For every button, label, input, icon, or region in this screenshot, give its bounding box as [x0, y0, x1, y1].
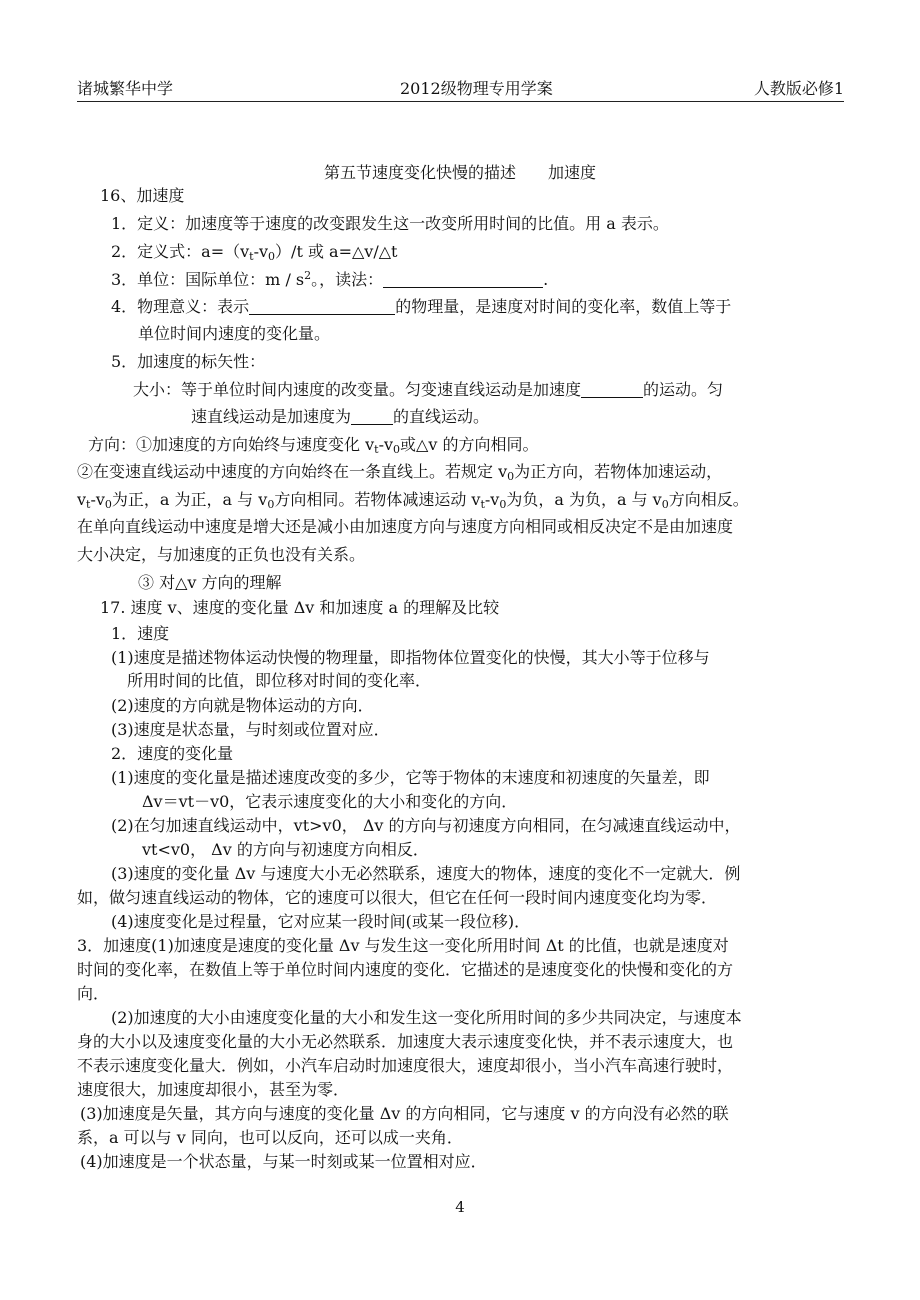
size-blank-1[interactable] — [581, 381, 643, 398]
header-school: 诸城繁华中学 — [77, 79, 174, 98]
s17-accel-1: 3．加速度(1)加速度是速度的变化量 Δv 与发生这一变化所用时间 Δt 的比值，也就是速度对 — [77, 936, 729, 955]
s17-delta-3: (3)速度的变化量 Δv 与速度大小无必然联系，速度大的物体，速度的变化不一定就大．例 — [111, 864, 741, 883]
s17-accel-2c: 不表示速度变化量大．例如，小汽车启动时加速度很大，速度却很小，当小汽车高速行驶时， — [77, 1056, 734, 1075]
s16-meaning: 4．物理意义：表示 的物理量，是速度对时间的变化率，数值上等于 — [111, 297, 732, 316]
s17-delta-2b: vt<v0， Δv 的方向与初速度方向相反． — [142, 840, 429, 859]
s16-unit: 3．单位：国际单位：m / $s^2$。，读法： . — [111, 269, 549, 289]
s17-delta-3b: 如，做匀速直线运动的物体，它的速度可以很大，但它在任何一段时间内速度变化均为零． — [77, 888, 718, 907]
s17-heading: 17. 速度 v、速度的变化量 Δv 和加速度 a 的理解及比较 — [100, 598, 500, 617]
s17-accel-2b: 身的大小以及速度变化量的大小无必然联系．加速度大表示速度变化快，并不表示速度大，也 — [77, 1032, 734, 1051]
s16-size: 大小：等于单位时间内速度的改变量。匀变速直线运动是加速度 的运动。匀 — [133, 380, 724, 399]
s17-velocity-3: (3)速度是状态量，与时刻或位置对应． — [111, 720, 390, 739]
s17-velocity-title: 1．速度 — [111, 624, 170, 643]
s16-direction-3: $v_t-v_0$为正，a 为正，a 与 $v_0$方向相同。若物体减速运动 $v_t-v_0$为负，a 为负，a 与 $v_0$方向相反。 — [77, 490, 749, 511]
s16-direction-2: ②在变速直线运动中速度的方向始终在一条直线上。若规定 $v_0$为正方向，若物体加速运动， — [77, 462, 723, 483]
meaning-blank[interactable] — [249, 298, 395, 315]
page-number: 4 — [455, 1198, 465, 1216]
section-title: 第五节速度变化快慢的描述 加速度 — [323, 163, 596, 182]
s17-accel-3b: 系，a 可以与 v 同向，也可以反向，还可以成一夹角． — [77, 1128, 463, 1147]
s16-direction-1: 方向：①加速度的方向始终与速度变化 $v_t-v_0$或△v 的方向相同。 — [88, 435, 539, 456]
s17-accel-2: (2)加速度的大小由速度变化量的大小和发生这一变化所用时间的多少共同决定，与速度本 — [111, 1008, 742, 1027]
s17-accel-1b: 时间的变化率，在数值上等于单位时间内速度的变化．它描述的是速度变化的快慢和变化的方 — [77, 960, 734, 979]
s16-direction-6: ③ 对△v 方向的理解 — [138, 573, 282, 592]
s17-velocity-2: (2)速度的方向就是物体运动的方向． — [111, 696, 374, 715]
s17-delta-2: (2)在匀加速直线运动中，vt>v0， Δv 的方向与初速度方向相同，在匀减速直线运动中， — [111, 816, 741, 835]
s17-accel-1c: 向． — [77, 984, 110, 1003]
size-blank-2[interactable] — [351, 408, 393, 425]
s17-delta-title: 2．速度的变化量 — [111, 744, 234, 763]
s16-vector: 5．加速度的标矢性： — [111, 352, 266, 371]
s17-accel-4: (4)加速度是一个状态量，与某一时刻或某一位置相对应． — [80, 1152, 487, 1171]
unit-reading-blank[interactable] — [383, 271, 543, 288]
s17-accel-2d: 速度很大，加速度却很小，甚至为零． — [77, 1080, 350, 1099]
header-edition: 人教版必修1 — [753, 79, 844, 98]
s17-velocity-1b: 所用时间的比值，即位移对时间的变化率． — [127, 671, 432, 690]
header-rule — [77, 101, 844, 102]
s16-direction-5: 大小决定，与加速度的正负也没有关系。 — [77, 545, 366, 564]
s17-accel-3: (3)加速度是矢量，其方向与速度的变化量 Δv 的方向相同，它与速度 v 的方向没有必然的联 — [80, 1104, 729, 1123]
s16-heading: 16、加速度 — [100, 186, 185, 205]
header-course: 2012级物理专用学案 — [400, 79, 553, 98]
s16-direction-4: 在单向直线运动中速度是增大还是减小由加速度方向与速度方向相同或相反决定不是由加速度 — [77, 517, 734, 536]
s17-delta-1b: Δv＝vt－v0，它表示速度变化的大小和变化的方向． — [142, 792, 518, 811]
s17-delta-4: (4)速度变化是过程量，它对应某一段时间(或某一段位移)． — [111, 912, 531, 931]
s17-velocity-1: (1)速度是描述物体运动快慢的物理量，即指物体位置变化的快慢，其大小等于位移与 — [111, 648, 710, 667]
s16-meaning-cont: 单位时间内速度的变化量。 — [138, 324, 331, 343]
s16-formula: 2．定义式：$a=(v_t-v_0)/t$ 或 a=△v/△t — [111, 242, 398, 263]
s16-definition: 1．定义：加速度等于速度的改变跟发生这一改变所用时间的比值。用 a 表示。 — [111, 214, 669, 233]
s16-size-cont: 速直线运动是加速度为 的直线运动。 — [191, 407, 490, 426]
s17-delta-1: (1)速度的变化量是描述速度改变的多少，它等于物体的末速度和初速度的矢量差，即 — [111, 768, 710, 787]
